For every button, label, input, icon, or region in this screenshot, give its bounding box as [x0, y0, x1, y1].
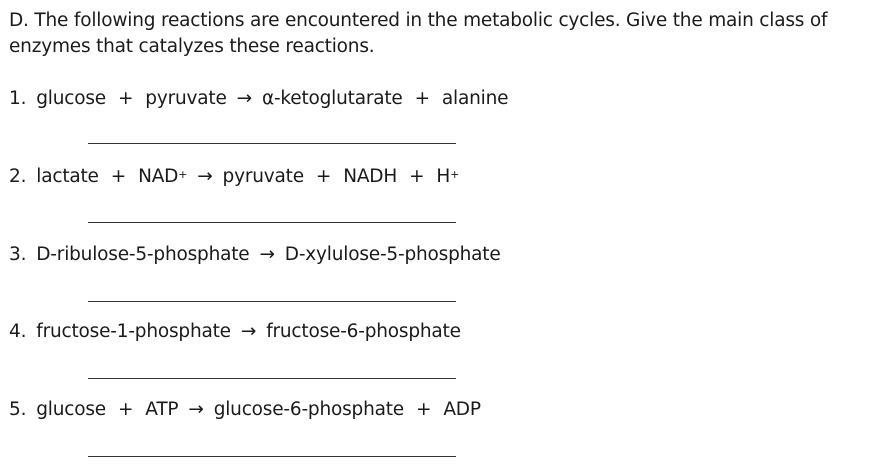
reactant-2: NAD: [138, 166, 179, 187]
answer-blank-4[interactable]: [88, 378, 456, 379]
reactant-1: glucose: [36, 399, 106, 420]
answer-blank-5[interactable]: [88, 456, 456, 457]
reactant-1: lactate: [36, 166, 99, 187]
product-3: H: [436, 166, 451, 187]
product-2: alanine: [441, 88, 509, 109]
plus-sign: +: [409, 166, 425, 187]
answer-blank-2[interactable]: [88, 222, 456, 223]
reaction-number: 1.: [9, 88, 27, 109]
product-1: glucose-6-phosphate: [213, 399, 404, 420]
reaction-number: 4.: [9, 321, 27, 342]
product-1: pyruvate: [222, 166, 304, 187]
reactant-1: D-ribulose-5-phosphate: [36, 244, 250, 265]
answer-blank-3[interactable]: [88, 301, 456, 302]
reaction-arrow-icon: →: [259, 244, 275, 265]
reactant-1: fructose-1-phosphate: [36, 321, 231, 342]
reaction-4: [9, 320, 461, 344]
reaction-arrow-icon: →: [240, 321, 257, 342]
reactant-2-charge: +: [178, 168, 188, 181]
plus-sign: +: [110, 166, 127, 187]
reaction-3: [9, 243, 501, 267]
plus-sign: +: [315, 166, 332, 187]
reaction-1: [9, 87, 508, 111]
question-heading: D. The following reactions are encountered in the metabolic cycles. Give the main class of enzymes that catalyzes these reactions.: [9, 10, 828, 57]
product-2: NADH: [343, 166, 398, 187]
reaction-2: [9, 165, 459, 189]
reaction-5: [9, 398, 481, 422]
product-1: D-xylulose-5-phosphate: [284, 244, 501, 265]
product-1: α-ketoglutarate: [261, 88, 403, 109]
product-2: ADP: [443, 399, 481, 420]
reaction-number: 5.: [9, 399, 27, 420]
product-3-charge: +: [450, 168, 460, 181]
reaction-arrow-icon: →: [188, 399, 204, 420]
reaction-arrow-icon: →: [197, 166, 213, 187]
plus-sign: +: [117, 88, 134, 109]
plus-sign: +: [416, 399, 432, 420]
reaction-number: 3.: [9, 244, 27, 265]
answer-blank-1[interactable]: [88, 143, 456, 144]
reaction-arrow-icon: →: [236, 88, 252, 109]
reactant-2: ATP: [145, 399, 179, 420]
reaction-number: 2.: [9, 166, 27, 187]
plus-sign: +: [414, 88, 430, 109]
plus-sign: +: [117, 399, 134, 420]
reactant-1: glucose: [36, 88, 106, 109]
product-1: fructose-6-phosphate: [266, 321, 461, 342]
reactant-2: pyruvate: [145, 88, 227, 109]
